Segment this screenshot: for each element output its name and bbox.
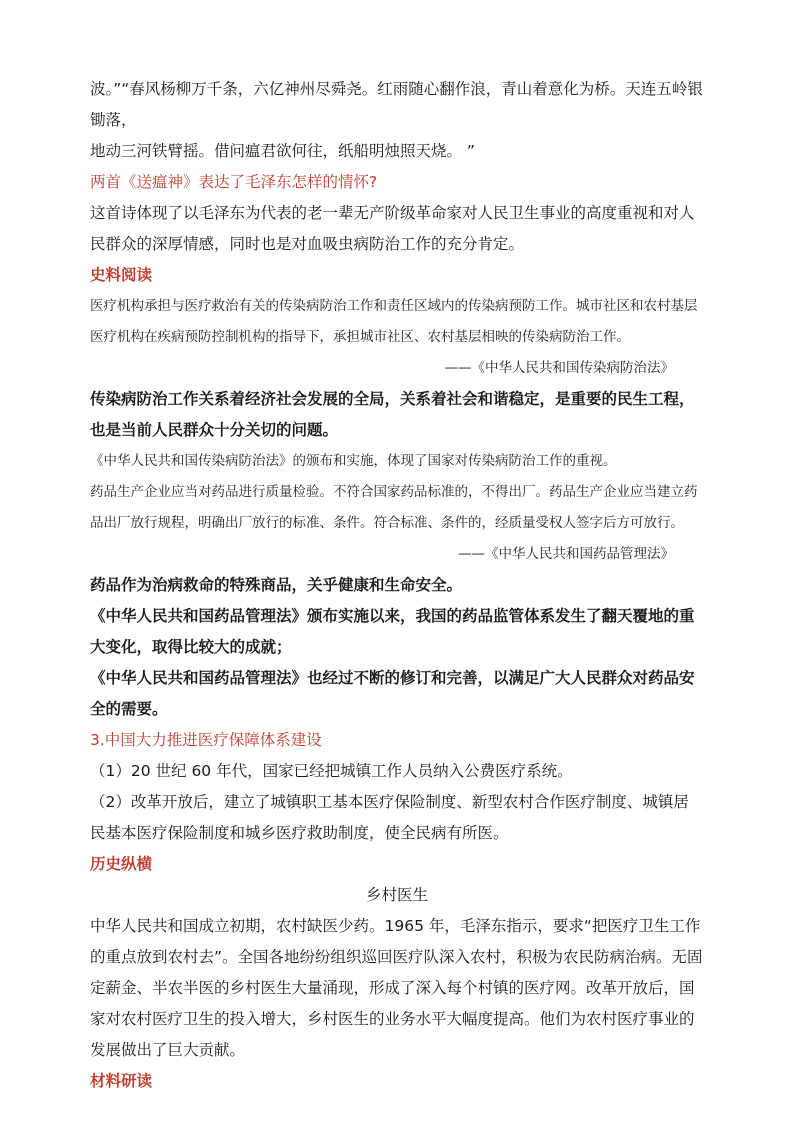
page-content <box>90 74 704 1097</box>
section-title-medical-security: 3.中国大力推进医疗保障体系建设 <box>90 731 322 749</box>
note-disease-law: 《中华人民共和国传染病防治法》的颁布和实施，体现了国家对传染病防治工作的重视。 <box>90 453 617 469</box>
list-item-reform-era: （2）改革开放后，建立了城镇职工基本医疗保险制度、新型农村合作医疗制度、城镇居民基本医疗保险制度和城乡医疗救助制度，使全民病有所医。 <box>90 793 689 842</box>
quote-drug-administration-law: 药品生产企业应当对药品进行质量检验。不符合国家药品标准的，不得出厂。药品生产企业应当建立药品出厂放行规程，明确出厂放行的标准、条件。符合标准、条件的，经质量受权人签字后方可放行。 <box>90 484 698 531</box>
answer-paragraph: 这首诗体现了以毛泽东为代表的老一辈无产阶级革命家对人民卫生事业的高度重视和对人民群众的深厚情感，同时也是对血吸虫病防治工作的充分肯定。 <box>90 204 695 253</box>
list-item-1960s: （1）20 世纪 60 年代，国家已经把城镇工作人员纳入公费医疗系统。 <box>90 762 573 780</box>
subtitle-village-doctors: 乡村医生 <box>365 886 428 904</box>
bold-statement-drugs: 药品作为治病救命的特殊商品，关乎健康和生命安全。 <box>90 576 463 594</box>
bold-statement-drug-law-achievements: 《中华人民共和国药品管理法》颁布实施以来，我国的药品监管体系发生了翻天覆地的重大变化，取得比较大的成就； <box>90 607 695 656</box>
source-infectious-disease-law: ——《中华人民共和国传染病防治法》 <box>444 360 674 376</box>
question-heading: 两首《送瘟神》表达了毛泽东怎样的情怀? <box>90 173 378 191</box>
bold-statement-disease-control: 传染病防治工作关系着经济社会发展的全局，关系着社会和谐稳定，是重要的民生工程，也是当前人民群众十分关切的问题。 <box>90 390 695 439</box>
village-doctors-paragraph: 中华人民共和国成立初期，农村缺医少药。1965 年，毛泽东指示，要求“把医疗卫生工作的重点放到农村去”。全国各地纷纷组织巡回医疗队深入农村，积极为农民防病治病。无固定薪金、半农半医的乡村医生大量涌现，形成了深入每个村镇的医疗网。改革开放后，国家对农村医疗卫生的投入增大，乡村医生的业务水平大幅度提高。他们为农村医疗事业的发展做出了巨大贡献。 <box>90 917 703 1059</box>
section-title-material-study: 材料研读 <box>90 1072 153 1090</box>
section-title-history-overview: 历史纵横 <box>90 855 153 873</box>
section-title-historical-reading: 史料阅读 <box>90 266 153 284</box>
bold-statement-drug-law-revision: 《中华人民共和国药品管理法》也经过不断的修订和完善，以满足广大人民群众对药品安全的需要。 <box>90 669 695 718</box>
quote-infectious-disease-law: 医疗机构承担与医疗救治有关的传染病防治工作和责任区域内的传染病预防工作。城市社区和农村基层医疗机构在疾病预防控制机构的指导下，承担城市社区、农村基层相映的传染病防治工作。 <box>90 298 698 345</box>
poem-line-1: 波。”“春风杨柳万千条，六亿神州尽舜尧。红雨随心翻作浪，青山着意化为桥。天连五岭银锄落， <box>90 80 703 129</box>
source-drug-administration-law: ——《中华人民共和国药品管理法》 <box>458 546 674 562</box>
poem-line-2: 地动三河铁臂摇。借问瘟君欲何往，纸船明烛照天烧。 ” <box>90 142 475 160</box>
